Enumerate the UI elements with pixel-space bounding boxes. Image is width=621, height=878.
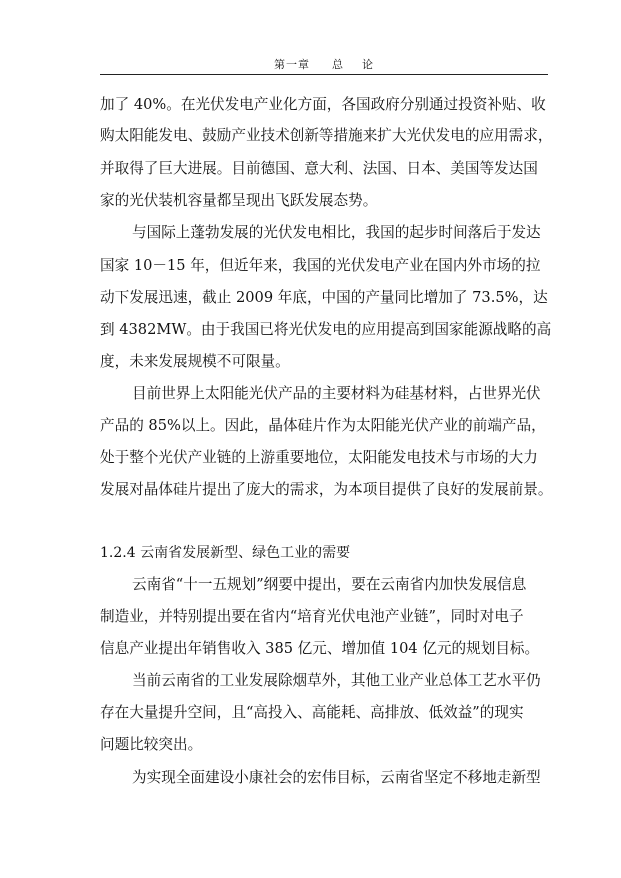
chapter-label: 第一章 (274, 58, 310, 71)
text-line: 国家 10－15 年，但近年来，我国的光伏发电产业在国内外市场的拉 (100, 257, 541, 274)
text-line: 加了 40%。在光伏发电产业化方面，各国政府分别通过投资补贴、收 (100, 96, 546, 113)
text-line: 为实现全面建设小康社会的宏伟目标，云南省坚定不移地走新型 (132, 769, 541, 786)
text-line: 云南省“十一五规划”纲要中提出，要在云南省内加快发展信息 (132, 576, 527, 593)
text-line: 制造业，并特别提出要在省内“培育光伏电池产业链”，同时对电子 (100, 608, 524, 625)
chapter-title: 总 论 (332, 58, 374, 71)
header-rule (100, 74, 548, 75)
text-line: 产品的 85%以上。因此，晶体硅片作为太阳能光伏产业的前端产品， (100, 417, 546, 434)
text-line: 目前世界上太阳能光伏产品的主要材料为硅基材料，占世界光伏 (132, 385, 541, 402)
text-line: 问题比较突出。 (100, 736, 203, 753)
text-line: 发展对晶体硅片提出了庞大的需求，为本项目提供了良好的发展前景。 (100, 481, 553, 498)
text-line: 信息产业提出年销售收入 385 亿元、增加值 104 亿元的规划目标。 (100, 640, 540, 657)
text-line: 动下发展迅速，截止 2009 年底，中国的产量同比增加了 73.5%，达 (100, 289, 548, 306)
text-line: 存在大量提升空间，且“高投入、高能耗、高排放、低效益”的现实 (100, 704, 524, 721)
text-line: 到 4382MW。由于我国已将光伏发电的应用提高到国家能源战略的高 (100, 321, 552, 338)
text-line: 度，未来发展规模不可限量。 (100, 353, 290, 370)
text-line: 当前云南省的工业发展除烟草外，其他工业产业总体工艺水平仍 (132, 672, 541, 689)
text-line: 与国际上蓬勃发展的光伏发电相比，我国的起步时间落后于发达 (132, 224, 541, 241)
running-header (100, 56, 548, 72)
text-line: 家的光伏装机容量都呈现出飞跃发展态势。 (100, 192, 378, 209)
text-line: 并取得了巨大进展。目前德国、意大利、法国、日本、美国等发达国 (100, 160, 538, 177)
section-heading: 1.2.4 云南省发展新型、绿色工业的需要 (100, 545, 351, 561)
text-line: 购太阳能发电、鼓励产业技术创新等措施来扩大光伏发电的应用需求， (100, 127, 553, 144)
text-line: 处于整个光伏产业链的上游重要地位，太阳能发电技术与市场的大力 (100, 449, 538, 466)
